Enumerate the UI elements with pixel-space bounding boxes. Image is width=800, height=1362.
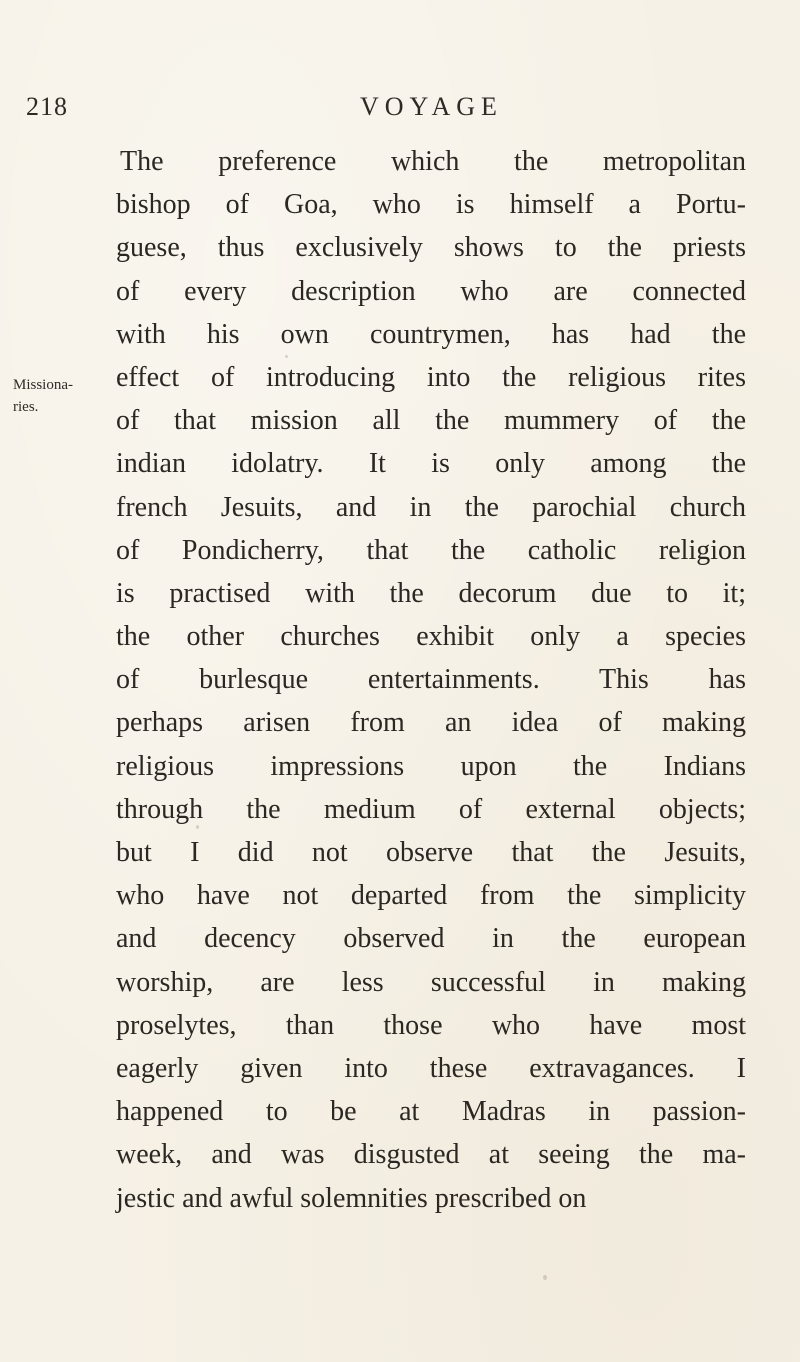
page-number: 218 bbox=[26, 92, 68, 121]
text-line: effect of introducing into the religious rites bbox=[116, 361, 746, 393]
text-line: perhaps arisen from an idea of making bbox=[116, 707, 746, 739]
text-line: week, and was disgusted at seeing the ma- bbox=[116, 1139, 746, 1171]
text-line: jestic and awful solemnities prescribed on bbox=[116, 1182, 587, 1214]
text-line: guese, thus exclusively shows to the priests bbox=[116, 232, 746, 264]
text-line: through the medium of external objects; bbox=[116, 793, 746, 825]
text-line: bishop of Goa, who is himself a Portu- bbox=[116, 189, 746, 221]
text-line: religious impressions upon the Indians bbox=[116, 750, 746, 782]
text-line: french Jesuits, and in the parochial church bbox=[116, 491, 746, 523]
body-text bbox=[116, 140, 746, 1220]
text-line: The preference which the metropolitan bbox=[120, 146, 746, 177]
text-line: and decency observed in the european bbox=[116, 923, 746, 955]
text-line: with his own countrymen, has had the bbox=[116, 318, 746, 350]
margin-note-line: ries. bbox=[13, 399, 39, 415]
paper-speck bbox=[285, 355, 288, 358]
text-line: eagerly given into these extravagances. I bbox=[116, 1052, 746, 1084]
text-line: worship, are less successful in making bbox=[116, 966, 746, 998]
text-line: of that mission all the mummery of the bbox=[116, 405, 746, 437]
text-line: of Pondicherry, that the catholic religion bbox=[116, 534, 746, 566]
text-line: of burlesque entertainments. This has bbox=[116, 664, 746, 696]
paper-speck bbox=[196, 825, 199, 829]
running-head: VOYAGE bbox=[360, 92, 503, 121]
text-line: happened to be at Madras in passion- bbox=[116, 1096, 746, 1128]
margin-note-line: Missiona- bbox=[13, 377, 73, 393]
text-line: is practised with the decorum due to it; bbox=[116, 577, 746, 609]
text-line: of every description who are connected bbox=[116, 275, 746, 307]
text-line: who have not departed from the simplicity bbox=[116, 880, 746, 912]
text-line: the other churches exhibit only a species bbox=[116, 621, 746, 653]
text-line: proselytes, than those who have most bbox=[116, 1009, 746, 1041]
text-line: indian idolatry. It is only among the bbox=[116, 448, 746, 480]
margin-note bbox=[13, 374, 83, 418]
text-line: but I did not observe that the Jesuits, bbox=[116, 837, 746, 868]
paper-speck bbox=[543, 1275, 547, 1280]
